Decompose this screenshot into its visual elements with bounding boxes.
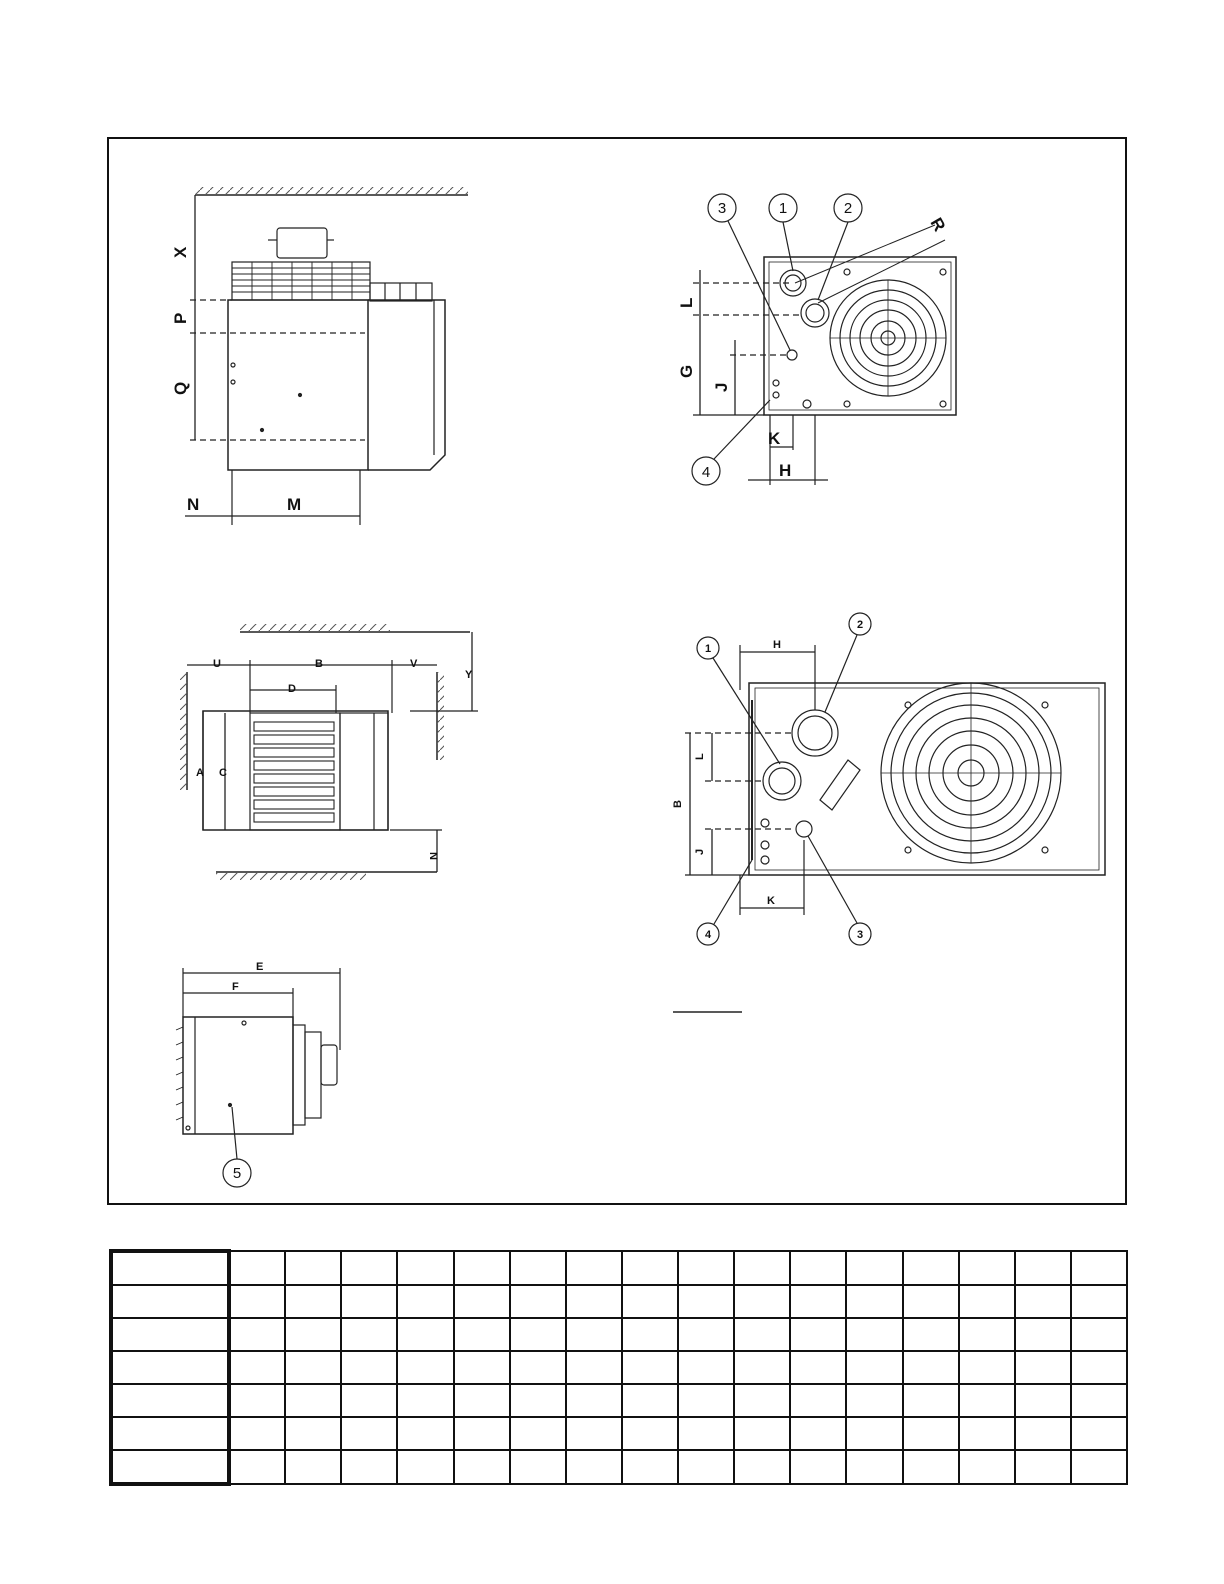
dim-label-l: L <box>677 297 696 308</box>
dim-label-h2: H <box>773 639 781 651</box>
table-cell <box>510 1251 566 1285</box>
table-cell <box>341 1351 397 1384</box>
table-cell <box>959 1318 1015 1351</box>
table-cell <box>510 1285 566 1318</box>
table-cell <box>566 1351 622 1384</box>
table-cell <box>341 1285 397 1318</box>
table-cell <box>734 1351 790 1384</box>
table-cell <box>397 1384 453 1417</box>
table-row <box>111 1251 1127 1285</box>
table-cell <box>285 1450 341 1484</box>
table-cell <box>229 1251 285 1285</box>
table-cell <box>1015 1251 1071 1285</box>
table-row-header-cell <box>111 1351 229 1384</box>
table-cell <box>454 1351 510 1384</box>
dim-label-n2: N <box>427 852 439 860</box>
dim-label-k2: K <box>767 895 775 907</box>
large-callout-2: 2 <box>856 619 864 631</box>
table-cell <box>1071 1318 1127 1351</box>
table-cell <box>903 1450 959 1484</box>
table-cell <box>454 1285 510 1318</box>
table-cell <box>1071 1285 1127 1318</box>
table-cell <box>678 1450 734 1484</box>
table-cell <box>566 1417 622 1450</box>
side-view <box>185 187 468 525</box>
table-row-header-cell <box>111 1384 229 1417</box>
table-cell <box>903 1285 959 1318</box>
dim-label-j: J <box>712 382 731 392</box>
table-cell <box>1015 1417 1071 1450</box>
table-cell <box>1015 1450 1071 1484</box>
large-callout-1: 1 <box>704 643 712 655</box>
table-cell <box>229 1318 285 1351</box>
table-cell <box>510 1318 566 1351</box>
table-cell <box>790 1417 846 1450</box>
dim-label-k: K <box>768 429 781 448</box>
table-cell <box>229 1351 285 1384</box>
table-cell <box>734 1285 790 1318</box>
table-cell <box>285 1251 341 1285</box>
table-cell <box>566 1285 622 1318</box>
table-cell <box>790 1384 846 1417</box>
dim-label-g: G <box>677 364 696 378</box>
dim-label-e: E <box>256 961 264 973</box>
table-cell <box>622 1251 678 1285</box>
table-cell <box>454 1450 510 1484</box>
table-cell <box>1071 1417 1127 1450</box>
table-cell <box>846 1318 902 1351</box>
table-cell <box>959 1351 1015 1384</box>
table-cell <box>622 1285 678 1318</box>
table-cell <box>285 1384 341 1417</box>
dim-label-y: Y <box>465 669 473 681</box>
dim-label-j2: J <box>694 848 706 855</box>
table-cell <box>341 1384 397 1417</box>
dim-label-a: A <box>196 767 204 779</box>
large-callout-3: 3 <box>856 929 864 941</box>
top-callout-5: 5 <box>232 1165 242 1182</box>
table-row <box>111 1318 1127 1351</box>
table-cell <box>1015 1285 1071 1318</box>
table-cell <box>341 1318 397 1351</box>
table-cell <box>734 1417 790 1450</box>
table-cell <box>678 1318 734 1351</box>
table-cell <box>903 1384 959 1417</box>
table-cell <box>959 1384 1015 1417</box>
table-cell <box>566 1318 622 1351</box>
dim-label-q: Q <box>171 381 190 395</box>
table-row <box>111 1450 1127 1484</box>
table-cell <box>903 1417 959 1450</box>
table-cell <box>790 1251 846 1285</box>
table-cell <box>734 1251 790 1285</box>
rear-callout-1: 1 <box>778 200 788 217</box>
table-cell <box>790 1450 846 1484</box>
table-cell <box>1071 1351 1127 1384</box>
table-cell <box>846 1450 902 1484</box>
table-cell <box>566 1384 622 1417</box>
dim-label-c: C <box>219 767 227 779</box>
table-cell <box>1015 1384 1071 1417</box>
table-cell <box>903 1251 959 1285</box>
dim-label-u: U <box>213 658 221 670</box>
table-cell <box>790 1351 846 1384</box>
table-cell <box>622 1450 678 1484</box>
table-cell <box>285 1318 341 1351</box>
table-cell <box>566 1450 622 1484</box>
table-cell <box>1071 1251 1127 1285</box>
table-row <box>111 1285 1127 1318</box>
table-cell <box>341 1417 397 1450</box>
table-cell <box>790 1318 846 1351</box>
table-cell <box>678 1251 734 1285</box>
table-cell <box>734 1384 790 1417</box>
table-cell <box>229 1384 285 1417</box>
table-cell <box>846 1384 902 1417</box>
table-cell <box>622 1417 678 1450</box>
table-cell <box>397 1417 453 1450</box>
table-cell <box>510 1450 566 1484</box>
table-cell <box>341 1450 397 1484</box>
table-row-header-cell <box>111 1285 229 1318</box>
table-cell <box>454 1251 510 1285</box>
table-cell <box>734 1318 790 1351</box>
table-cell <box>229 1285 285 1318</box>
table-cell <box>510 1351 566 1384</box>
table-cell <box>678 1417 734 1450</box>
large-rear-view <box>685 613 1105 945</box>
table-cell <box>1071 1384 1127 1417</box>
front-view <box>180 624 478 880</box>
table-cell <box>1015 1318 1071 1351</box>
table-row-header-cell <box>111 1251 229 1285</box>
table-cell <box>846 1285 902 1318</box>
table-cell <box>285 1351 341 1384</box>
table-cell <box>341 1251 397 1285</box>
dim-label-b: B <box>315 658 323 670</box>
dim-label-b2: B <box>672 800 684 808</box>
table-cell <box>285 1417 341 1450</box>
table-row-header-cell <box>111 1417 229 1450</box>
table-cell <box>678 1384 734 1417</box>
table-cell <box>903 1318 959 1351</box>
table-cell <box>846 1251 902 1285</box>
table-cell <box>397 1251 453 1285</box>
large-callout-4: 4 <box>704 929 712 941</box>
table-cell <box>734 1450 790 1484</box>
table-cell <box>846 1417 902 1450</box>
table-cell <box>510 1384 566 1417</box>
rear-callout-3: 3 <box>717 200 727 217</box>
rear-view <box>692 194 956 485</box>
rear-callout-4: 4 <box>701 464 711 481</box>
table-cell <box>454 1318 510 1351</box>
table-cell <box>622 1384 678 1417</box>
table-cell <box>1015 1351 1071 1384</box>
table-cell <box>959 1450 1015 1484</box>
table-cell <box>1071 1450 1127 1484</box>
dim-label-h: H <box>779 461 792 480</box>
table-cell <box>846 1351 902 1384</box>
table-cell <box>566 1251 622 1285</box>
dim-label-f: F <box>232 981 239 993</box>
table-cell <box>678 1351 734 1384</box>
table-cell <box>678 1285 734 1318</box>
table-cell <box>454 1384 510 1417</box>
dim-label-r: R <box>926 214 950 235</box>
table-row <box>111 1417 1127 1450</box>
dim-label-p: P <box>171 312 190 324</box>
table-row <box>111 1384 1127 1417</box>
dimensions-table <box>109 1249 1128 1486</box>
table-cell <box>397 1450 453 1484</box>
table-cell <box>622 1318 678 1351</box>
table-cell <box>790 1285 846 1318</box>
table-cell <box>959 1251 1015 1285</box>
table-cell <box>285 1285 341 1318</box>
table-cell <box>397 1318 453 1351</box>
top-view <box>176 968 340 1187</box>
table-cell <box>622 1351 678 1384</box>
table-cell <box>229 1450 285 1484</box>
table-cell <box>903 1351 959 1384</box>
table-cell <box>229 1417 285 1450</box>
dim-label-l2: L <box>694 753 706 760</box>
table-cell <box>454 1417 510 1450</box>
dim-label-x: X <box>171 246 190 258</box>
table-row <box>111 1351 1127 1384</box>
dim-label-n: N <box>187 495 200 514</box>
dim-label-d: D <box>288 683 296 695</box>
table-cell <box>959 1417 1015 1450</box>
table-row-header-cell <box>111 1450 229 1484</box>
table-cell <box>959 1285 1015 1318</box>
dim-label-m: M <box>287 495 302 514</box>
table-cell <box>397 1285 453 1318</box>
table-cell <box>510 1417 566 1450</box>
table-cell <box>397 1351 453 1384</box>
table-row-header-cell <box>111 1318 229 1351</box>
dim-label-v: V <box>410 658 418 670</box>
rear-callout-2: 2 <box>843 200 853 217</box>
